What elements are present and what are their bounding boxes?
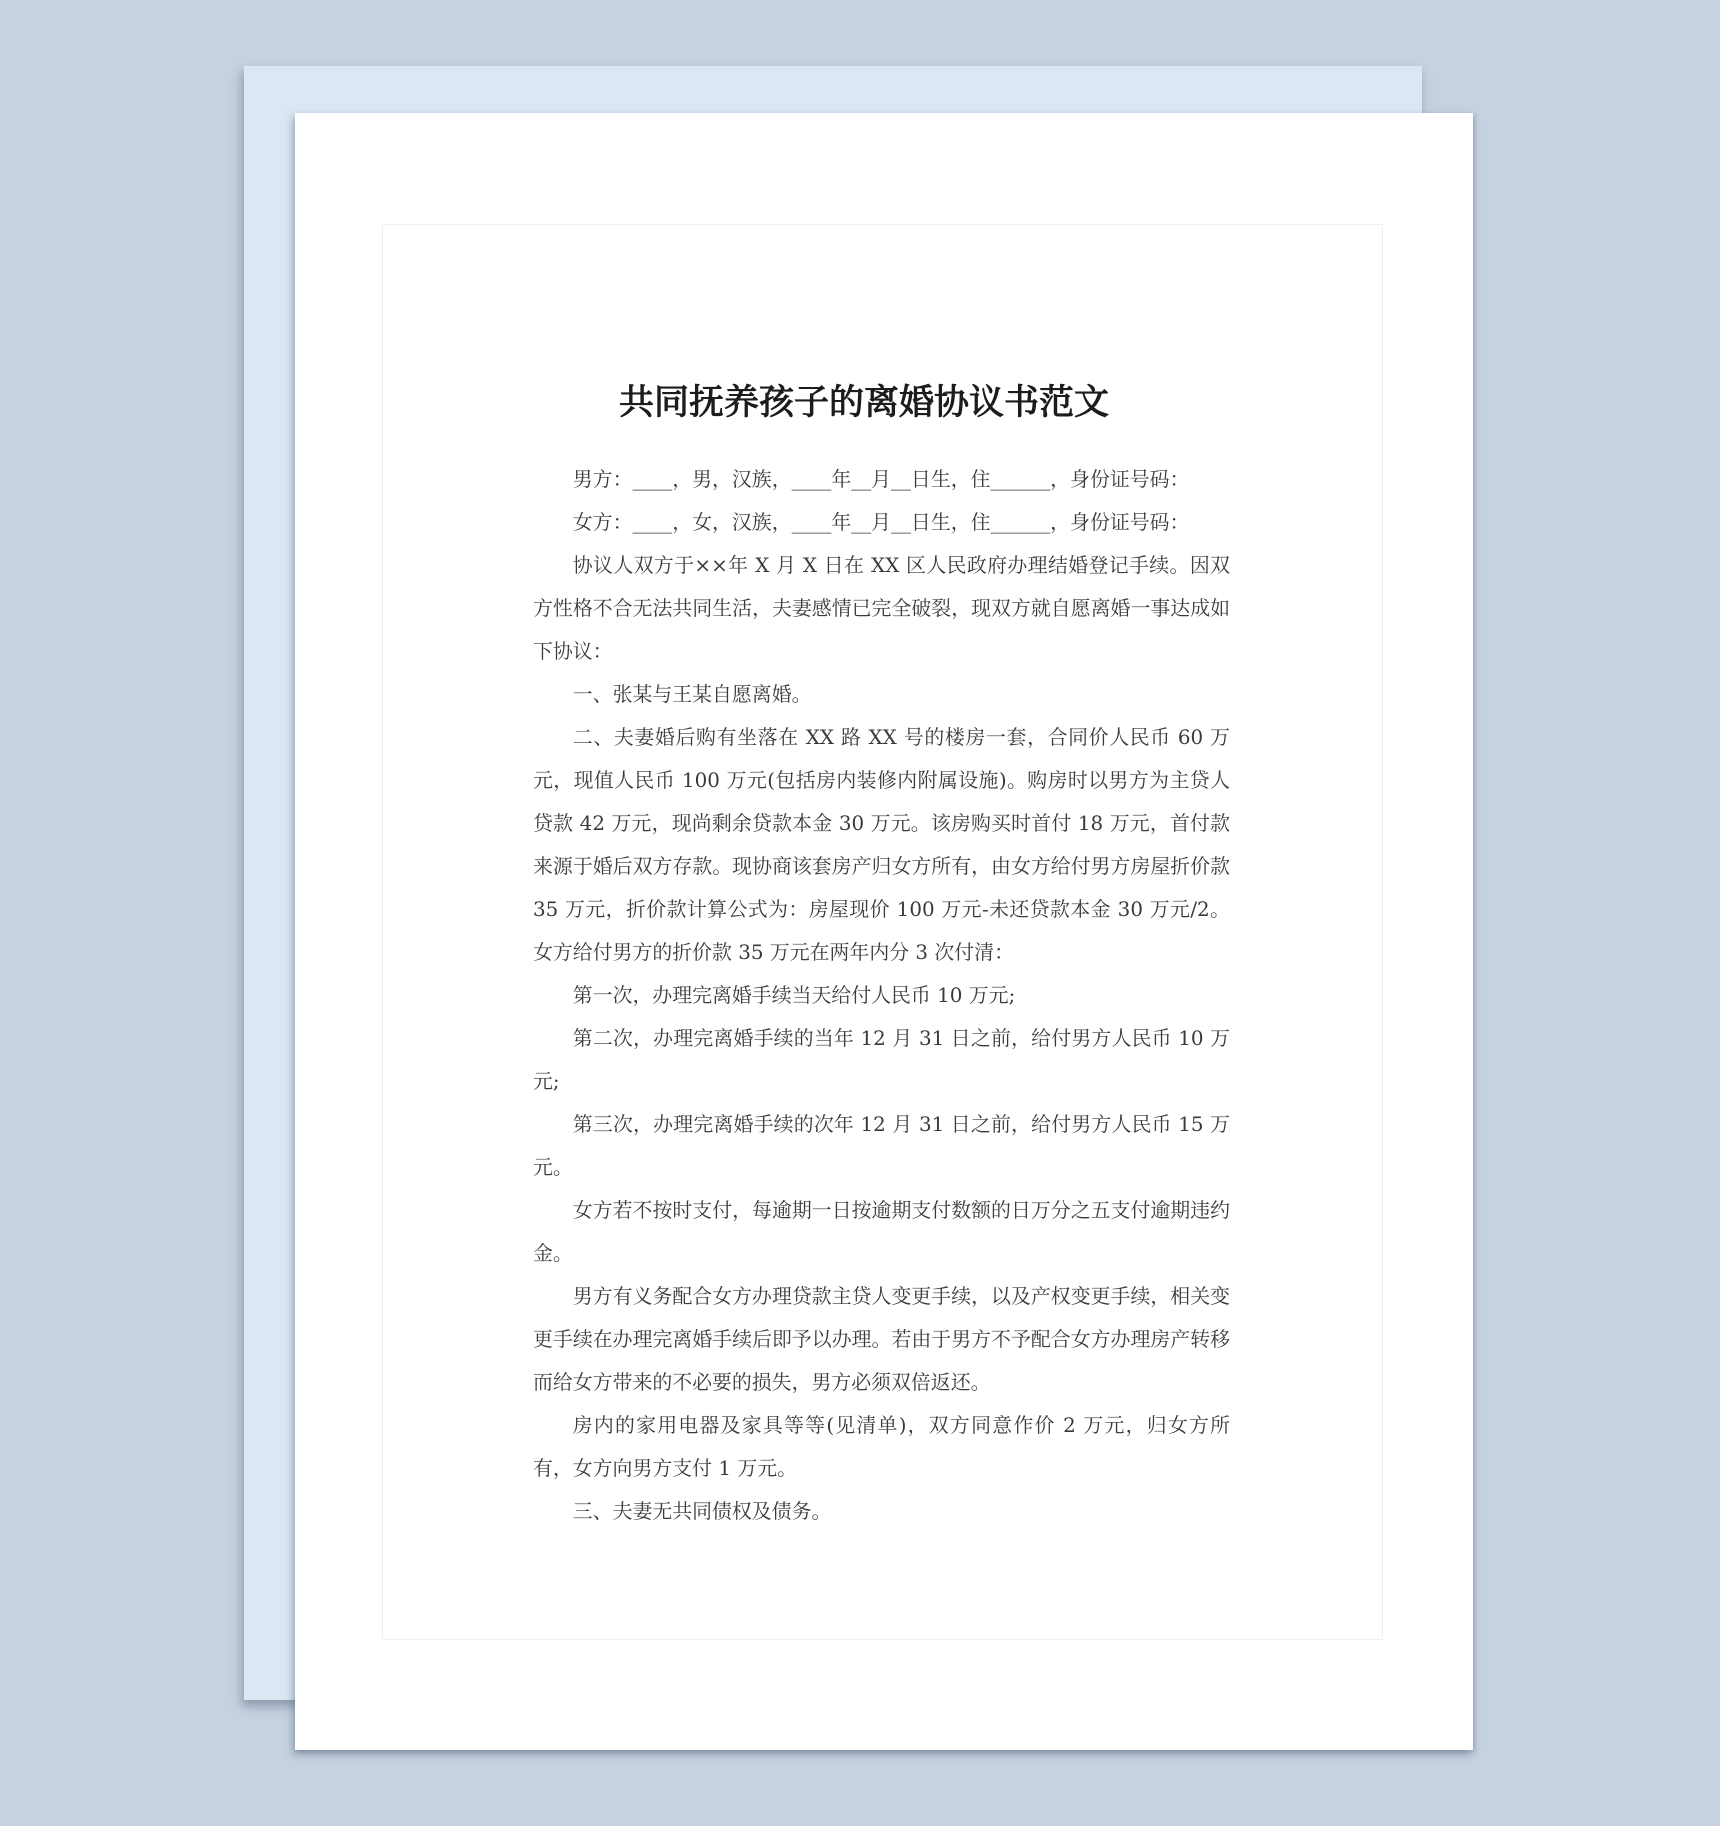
paragraph-clause-3: 三、夫妻无共同债权及债务。 <box>572 1500 832 1523</box>
paragraph-transfer-obligation: 男方有义务配合女方办理贷款主贷人变更手续，以及产权变更手续，相关变更手续在办理完离婚手续后即予以办理。若由于男方不予配合女方办理房产转移而给女方带来的不必要的损失，男方必须双倍返还。 <box>533 1285 1230 1394</box>
paragraph-payment-1: 第一次，办理完离婚手续当天给付人民币 10 万元; <box>572 984 1016 1007</box>
paragraph-preamble: 协议人双方于××年 X 月 X 日在 XX 区人民政府办理结婚登记手续。因双方性格不合无法共同生活，夫妻感情已完全破裂，现双方就自愿离婚一事达成如下协议： <box>533 554 1230 663</box>
paragraph-payment-2: 第二次，办理完离婚手续的当年 12 月 31 日之前，给付男方人民币 10 万元; <box>533 1027 1230 1093</box>
document-body <box>533 458 1230 1533</box>
paragraph-male-party: 男方：____，男，汉族，____年__月__日生，住______，身份证号码： <box>572 468 1190 491</box>
paragraph-furniture: 房内的家用电器及家具等等(见清单)，双方同意作价 2 万元，归女方所有，女方向男方支付 1 万元。 <box>533 1414 1230 1480</box>
document-title: 共同抚养孩子的离婚协议书范文 <box>618 382 1109 423</box>
paragraph-clause-1: 一、张某与王某自愿离婚。 <box>572 683 812 706</box>
paragraph-female-party: 女方：____，女，汉族，____年__月__日生，住______，身份证号码： <box>572 511 1190 534</box>
paragraph-late-penalty: 女方若不按时支付，每逾期一日按逾期支付数额的日万分之五支付逾期违约金。 <box>533 1199 1230 1265</box>
document-page <box>295 113 1473 1750</box>
paragraph-clause-2: 二、夫妻婚后购有坐落在 XX 路 XX 号的楼房一套，合同价人民币 60 万元，现值人民币 100 万元(包括房内装修内附属设施)。购房时以男方为主贷人贷款 42 万元，现尚剩余贷款本金 30 万元。该房购买时首付 18 万元，首付款来源于婚后双方存款。现协商该套房产归女方所有，由女方给付男方房屋折价款 35 万元，折价款计算公式为：房屋现价 100 万元-未还贷款本金 30 万元/2。女方给付男方的折价款 35 万元在两年内分 3 次付清： <box>533 726 1230 964</box>
paragraph-payment-3: 第三次，办理完离婚手续的次年 12 月 31 日之前，给付男方人民币 15 万元。 <box>533 1113 1230 1179</box>
